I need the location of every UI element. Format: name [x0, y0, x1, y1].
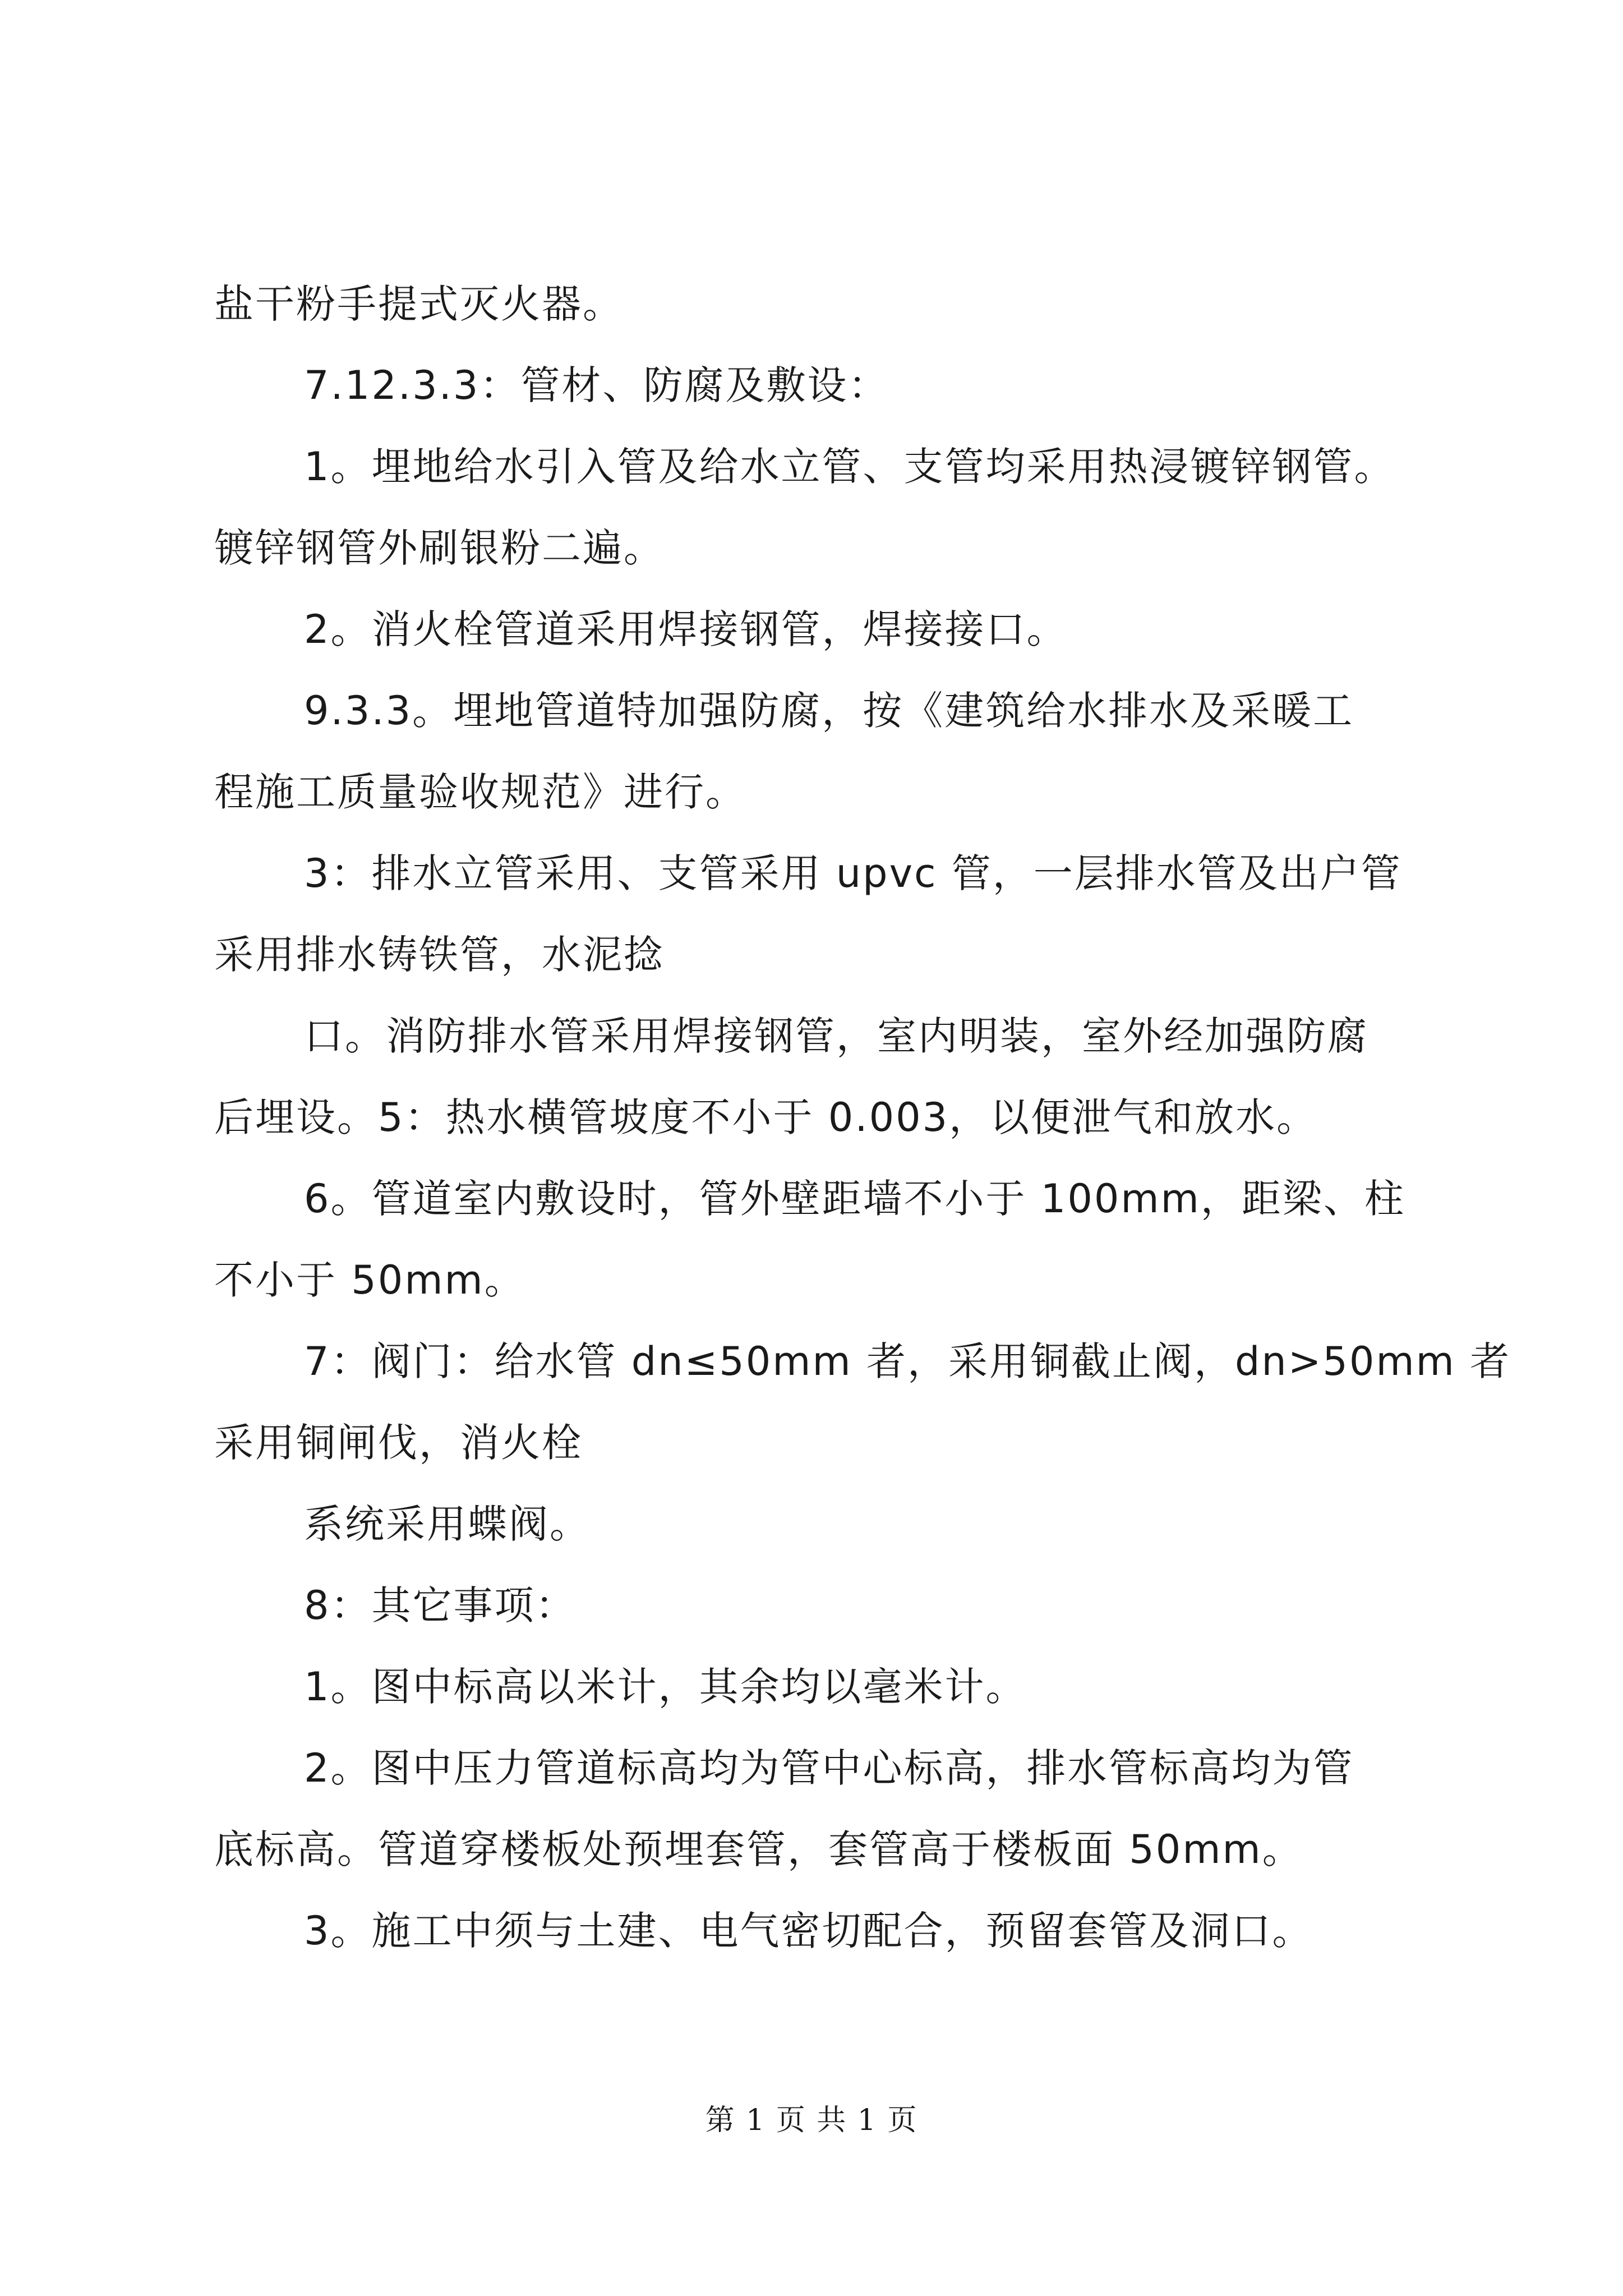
- text-line-21: 3。施工中须与土建、电气密切配合，预留套管及洞口。: [304, 1908, 1313, 1954]
- text-line-18: 1。图中标高以米计，其余均以毫米计。: [304, 1664, 1027, 1710]
- text-line-7: 程施工质量验收规范》进行。: [214, 769, 746, 815]
- text-line-13: 不小于 50mm。: [214, 1257, 525, 1303]
- text-line-9: 采用排水铸铁管，水泥捻: [214, 932, 665, 978]
- page-footer: 第 1 页 共 1 页: [705, 2104, 918, 2137]
- text-line-11: 后埋设。5：热水横管坡度不小于 0.003，以便泄气和放水。: [214, 1094, 1318, 1140]
- text-line-16: 系统采用蝶阀。: [304, 1501, 591, 1547]
- text-line-19: 2。图中压力管道标高均为管中心标高，排水管标高均为管: [304, 1745, 1354, 1791]
- text-line-15: 采用铜闸伐，消火栓: [214, 1420, 583, 1466]
- text-line-8: 3：排水立管采用、支管采用 upvc 管，一层排水管及出户管: [304, 850, 1402, 896]
- text-line-1: 盐干粉手提式灭火器。: [214, 281, 624, 327]
- text-line-20: 底标高。管道穿楼板处预埋套管，套管高于楼板面 50mm。: [214, 1826, 1303, 1872]
- text-line-12: 6。管道室内敷设时，管外壁距墙不小于 100mm，距梁、柱: [304, 1176, 1405, 1222]
- text-line-4: 镀锌钢管外刷银粉二遍。: [214, 525, 665, 571]
- text-line-6: 9.3.3。埋地管道特加强防腐，按《建筑给水排水及采暖工: [304, 688, 1354, 734]
- text-line-14: 7：阀门：给水管 dn≤50mm 者，采用铜截止阀，dn>50mm 者: [304, 1338, 1511, 1384]
- text-line-2: 7.12.3.3：管材、防腐及敷设：: [304, 362, 889, 408]
- text-line-5: 2。消火栓管道采用焊接钢管，焊接接口。: [304, 606, 1068, 652]
- text-line-10: 口。消防排水管采用焊接钢管，室内明装，室外经加强防腐: [304, 1013, 1368, 1059]
- document-body: [214, 264, 1511, 1972]
- text-line-17: 8：其它事项：: [304, 1582, 577, 1628]
- text-line-3: 1。埋地给水引入管及给水立管、支管均采用热浸镀锌钢管。: [304, 444, 1395, 490]
